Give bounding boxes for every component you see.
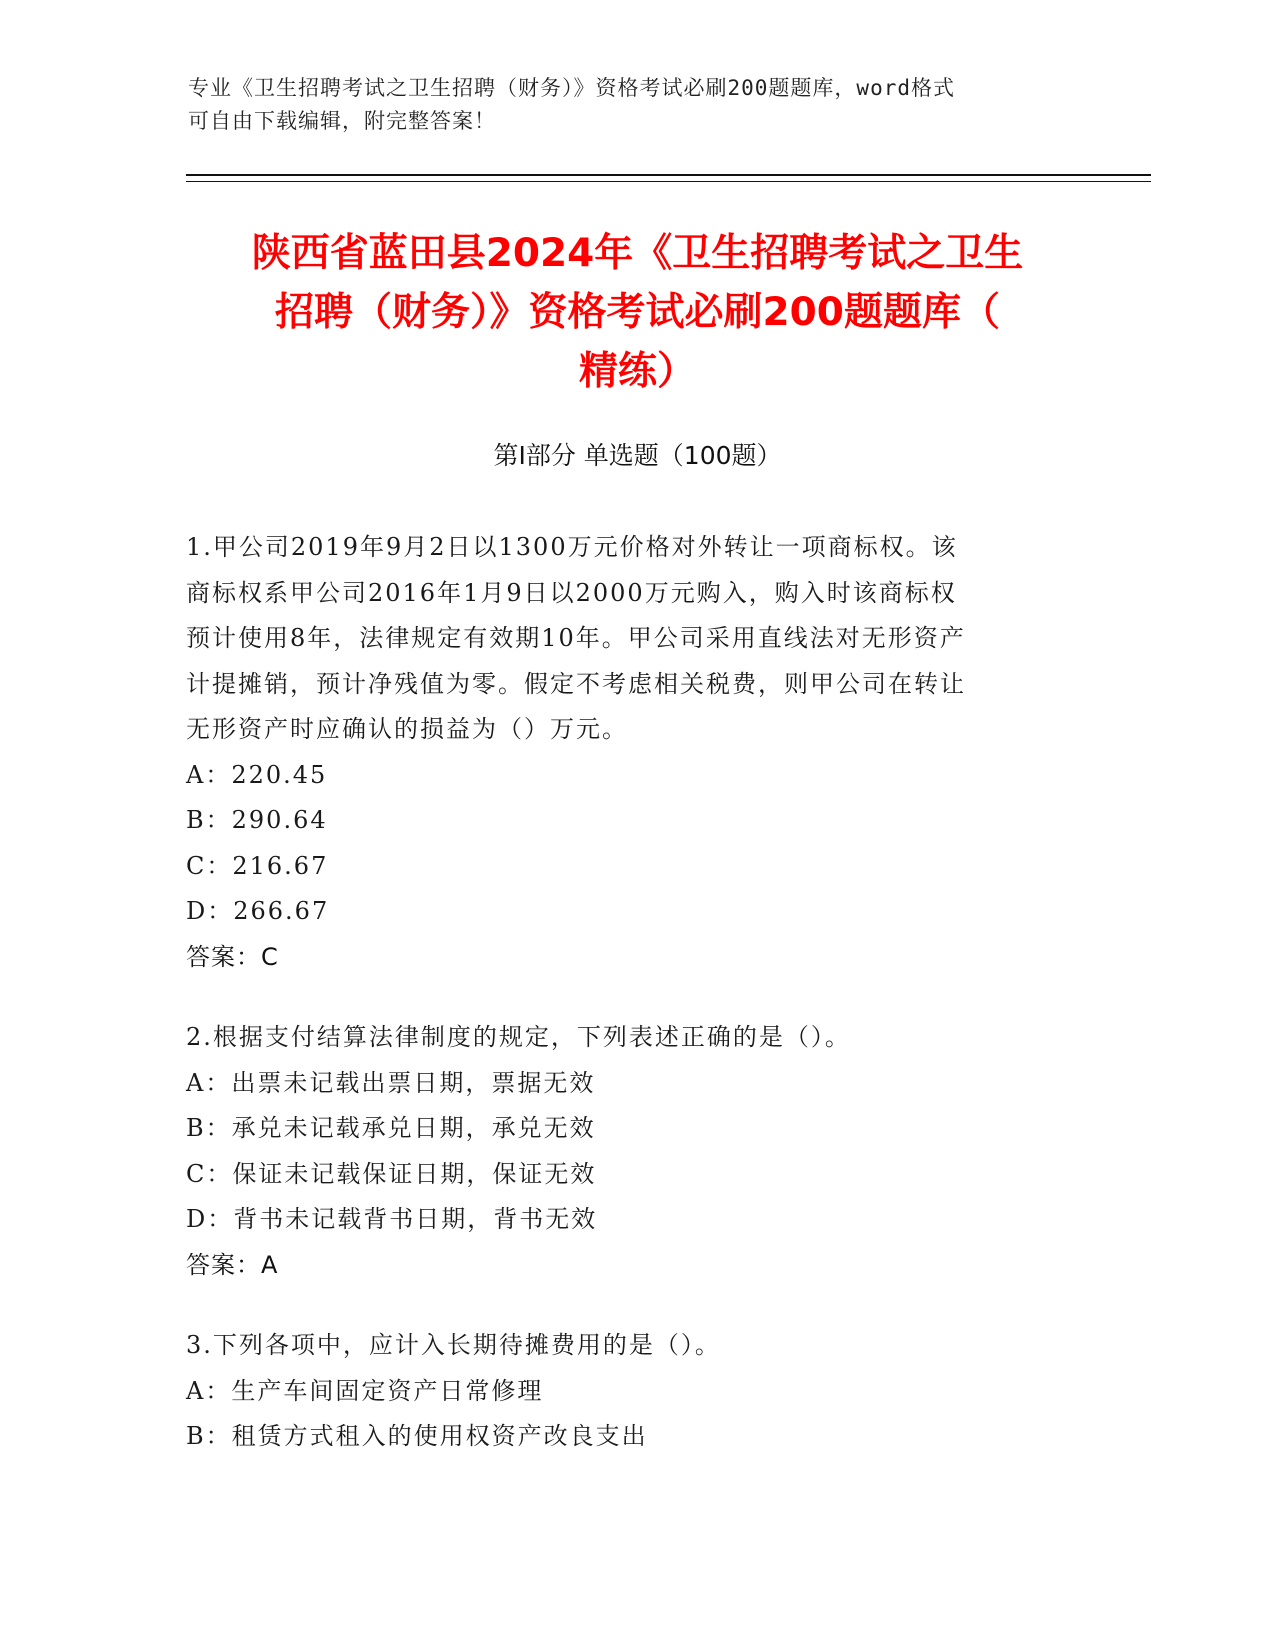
option-b: B：租赁方式租入的使用权资产改良支出 xyxy=(186,1422,648,1450)
option-a: A：生产车间固定资产日常修理 xyxy=(186,1376,544,1405)
question-stem-line: 1.甲公司2019年9月2日以1300万元价格对外转让一项商标权。该 xyxy=(186,533,958,561)
header-divider-thin xyxy=(186,181,1151,182)
section-heading: 第I部分 单选题（100题） xyxy=(493,441,782,470)
option-c: C：保证未记载保证日期，保证无效 xyxy=(186,1159,597,1188)
title-line: 招聘（财务）》资格考试必刷200题题库（ xyxy=(275,290,1000,335)
option-b: B：290.64 xyxy=(186,806,328,834)
question-stem-line: 预计使用8年，法律规定有效期10年。甲公司采用直线法对无形资产 xyxy=(186,624,966,652)
title-line: 精练） xyxy=(578,349,696,394)
question-stem-line: 商标权系甲公司2016年1月9日以2000万元购入，购入时该商标权 xyxy=(186,578,957,607)
question-stem-line: 计提摊销，预计净残值为零。假定不考虑相关税费，则甲公司在转让 xyxy=(186,669,966,698)
question-1 xyxy=(186,525,1086,980)
option-b: B：承兑未记载承兑日期，承兑无效 xyxy=(186,1114,596,1142)
header-note xyxy=(188,72,1068,138)
document-title xyxy=(150,224,1125,401)
header-note-line: 专业《卫生招聘考试之卫生招聘（财务）》资格考试必刷200题题库，word格式 xyxy=(188,76,955,100)
option-a: A：220.45 xyxy=(186,760,328,789)
question-stem-line: 无形资产时应确认的损益为（）万元。 xyxy=(186,715,628,743)
title-line: 陕西省蓝田县2024年《卫生招聘考试之卫生 xyxy=(251,231,1024,276)
question-2 xyxy=(186,1015,1086,1288)
question-stem-line: 2.根据支付结算法律制度的规定，下列表述正确的是（）。 xyxy=(186,1023,851,1051)
question-list xyxy=(186,525,1086,1495)
answer-line: 答案：A xyxy=(186,1250,279,1279)
option-d: D：266.67 xyxy=(186,897,330,925)
answer-line: 答案：C xyxy=(186,942,279,971)
header-note-line: 可自由下载编辑，附完整答案！ xyxy=(188,109,496,133)
header-divider-thick xyxy=(186,174,1151,176)
question-stem-line: 3.下列各项中，应计入长期待摊费用的是（）。 xyxy=(186,1331,721,1359)
option-a: A：出票未记载出票日期，票据无效 xyxy=(186,1068,596,1097)
option-c: C：216.67 xyxy=(186,851,329,880)
question-3 xyxy=(186,1323,1086,1460)
option-d: D：背书未记载背书日期，背书无效 xyxy=(186,1205,598,1233)
